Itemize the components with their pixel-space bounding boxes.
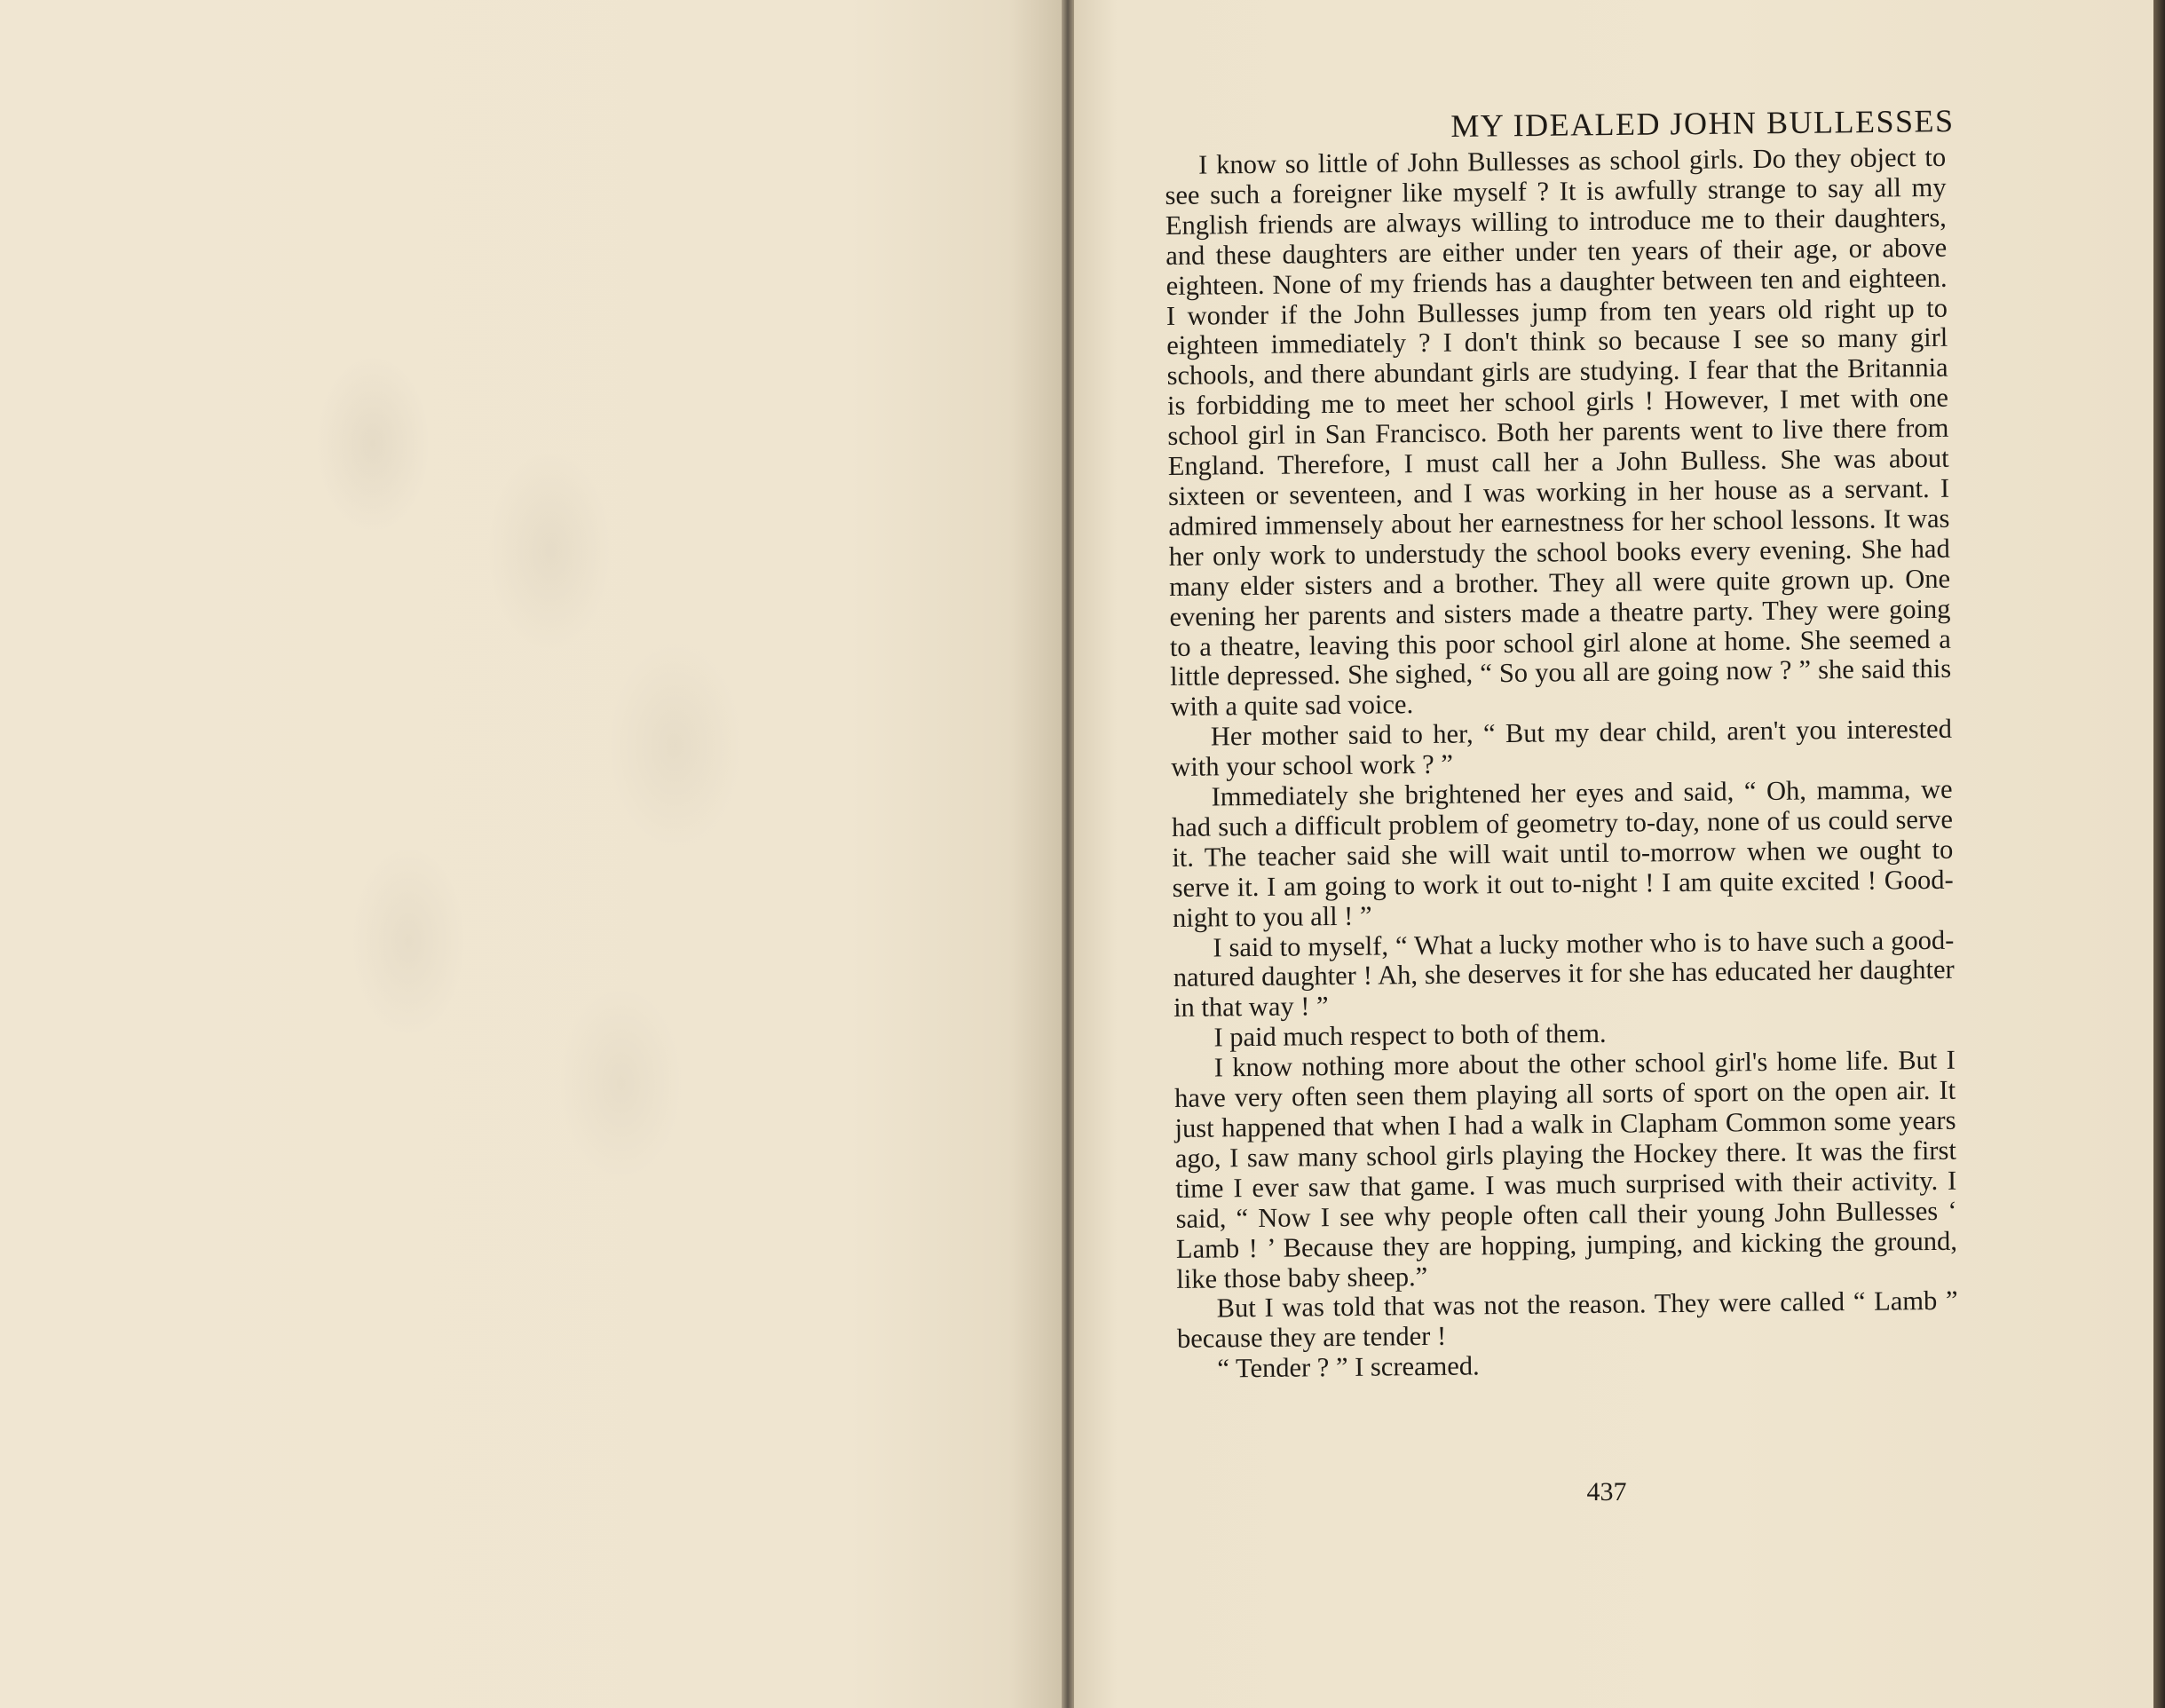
paragraph: I paid much respect to both of them. <box>1213 1018 1607 1053</box>
right-page <box>1074 0 2153 1708</box>
paragraph: I know nothing more about the other school girl's home life. But I have very often seen them playing all sorts of sport on the open air. It just happened that when I had a walk in Clapham Common some years ago, I saw many school girls playing the Hockey there. It was the first time I ever saw that game. I was much surprised with their activity. I said, “ Now I see why people often call their young John Bullesses ‘ Lamb ! ’ Because they are hopping, jumping, and kicking the ground, like those baby sheep.” <box>1173 1044 1958 1294</box>
running-head: MY IDEALED JOHN BULLESSES <box>1450 103 1955 144</box>
book-gutter <box>1062 0 1074 1708</box>
fore-edge <box>2153 0 2165 1708</box>
paragraph: I know so little of John Bullesses as school girls. Do they object to see such a foreigner like myself ? It is awfully strange to say all my English friends are always willing to introduce me to their daughters, and these daughters are either under ten years of their age, or above eighteen. None of my friends has a daughter between ten and eighteen. I wonder if the John Bullesses jump from ten years old right up to eighteen immediately ? I don't think so because I see so many girl schools, and there abundant girls are studying. I fear that the Britannia is forbidding me to meet her school girls ! However, I met with one school girl in San Francisco. Both her parents went to live there from England. Therefore, I must call her a John Bulless. She was about sixteen or seventeen, and I was working in her house as a servant. I admired immensely about her earnestness for her school lessons. It was her only work to understudy the school books every evening. She had many elder sisters and a brother. They all were quite grown up. One evening her parents and sisters made a theatre party. They were going to a theatre, leaving this poor school girl alone at home. She seemed a little depressed. She sighed, “ So you all are going now ? ” she said this with a quite sad voice. <box>1165 141 1952 723</box>
paragraph: Her mother said to her, “ But my dear child, aren't you interested with your school work ? ” <box>1171 713 1953 783</box>
paragraph: But I was told that was not the reason. They were called “ Lamb ” because they are tender ! <box>1176 1285 1958 1355</box>
paragraph: I said to myself, “ What a lucky mother who is to have such a good-natured daughter ! Ah, she deserves it for she has educated her daughter in that way ! ” <box>1173 924 1955 1024</box>
show-through-illustration <box>266 213 763 1261</box>
body-text <box>1165 143 1959 1385</box>
left-page <box>0 0 1062 1708</box>
paragraph: Immediately she brightened her eyes and said, “ Oh, mamma, we had such a difficult problem of geometry to-day, none of us could serve it. The teacher said she will wait until to-morrow when we ought to serve it. I am going to work it out to-night ! I am quite excited ! Good-night to you all ! ” <box>1171 773 1954 933</box>
paragraph: “ Tender ? ” I screamed. <box>1217 1350 1480 1384</box>
page-number: 437 <box>1586 1477 1627 1506</box>
